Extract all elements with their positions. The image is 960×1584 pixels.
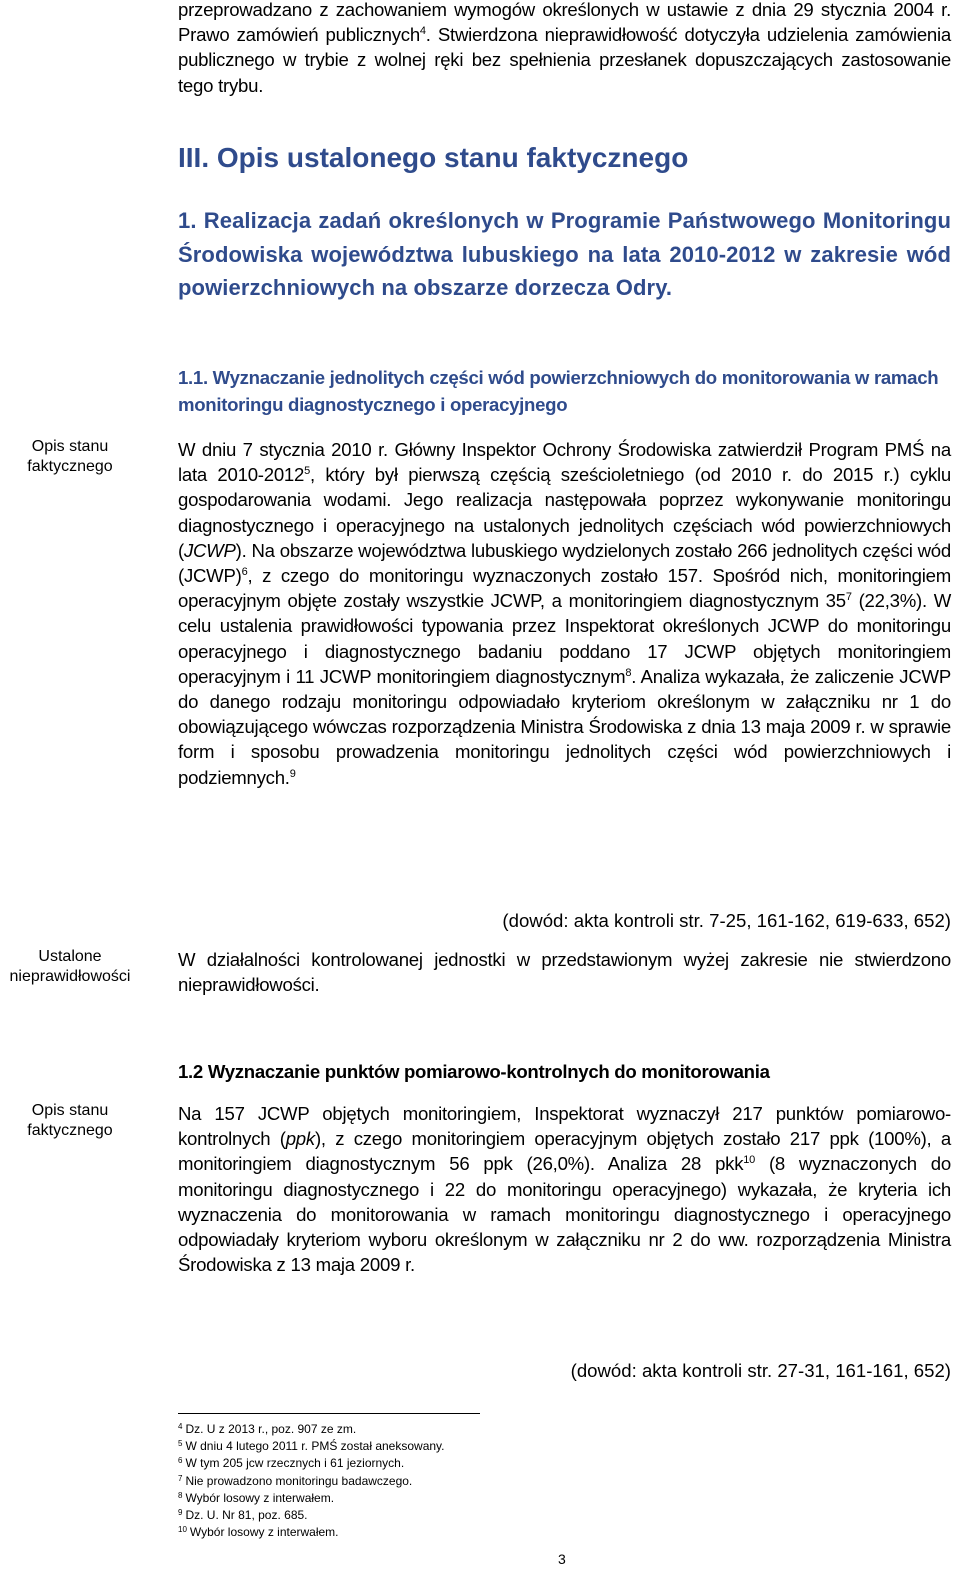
margin-note-line: Ustalone — [38, 948, 102, 965]
footnote-number: 8 — [178, 1490, 183, 1500]
footnote-ref: 6 — [241, 566, 248, 579]
footnote-number: 10 — [178, 1525, 187, 1535]
evidence-1-2-block — [178, 1358, 951, 1383]
footnote — [178, 1421, 678, 1438]
heading-1-block — [178, 204, 951, 305]
footnote — [178, 1524, 678, 1541]
footnotes — [178, 1421, 678, 1541]
footnote-number: 5 — [178, 1439, 183, 1449]
footnote — [178, 1490, 678, 1507]
subheading-1-2-block — [178, 1058, 951, 1085]
subheading-1-1-block — [178, 364, 951, 418]
paragraph-text: , który był pierwszą częścią sześcioletniego (od 2010 r. do 2015 r.) cyklu gospodarowania wodami. Jego realizacja następowała poprzez wykonywanie monitoringu diagnostycznego i operacyjnego na ustalonych jednolitych częściach wód powierzchniowych ( — [178, 464, 951, 561]
paragraph-1-2 — [178, 1101, 951, 1277]
footnote-number: 9 — [178, 1508, 183, 1518]
footnote-text: W dniu 4 lutego 2011 r. PMŚ został aneksowany. — [185, 1439, 445, 1454]
footnote-number: 7 — [178, 1473, 183, 1483]
margin-note-line: nieprawidłowości — [9, 968, 131, 985]
footnote — [178, 1438, 678, 1455]
paragraph-text: . Analiza wykazała, że zaliczenie JCWP do danego rodzaju monitoringu odpowiadało kryteriom określonym w załączniku nr 1 do obowiązującego wówczas rozporządzenia Ministra Środowiska z dnia 13 maja 2009 r. w sprawie form i sposobu prowadzenia monitoringu jednolitych części wód powierzchniowych i podziemnych. — [178, 665, 951, 788]
footnote-ref: 10 — [743, 1154, 755, 1167]
section-title: III. Opis ustalonego stanu faktycznego — [178, 142, 689, 173]
footnote-text: Nie prowadzono monitoringu badawczego. — [185, 1473, 413, 1488]
margin-note-line: Opis stanu — [31, 1102, 109, 1119]
footnote-number: 6 — [178, 1456, 183, 1466]
section-title-block — [178, 141, 951, 175]
footnote-text: Wybór losowy z interwałem. — [185, 1490, 335, 1505]
paragraph-text: (22,3%). W celu ustalenia prawidłowości typowania przez Inspektorat określonych JCWP do monitoringu operacyjnego i diagnostycznego badaniu poddano 17 JCWP objętych monitoringiem operacyjnym i 11 JCWP monitoringiem diagnostycznym — [178, 590, 952, 687]
intro-text: przeprowadzano z zachowaniem wymogów określonych w ustawie z dnia 29 stycznia 2004 r. Prawo zamówień publicznych — [178, 0, 951, 46]
paragraph-text: (8 wyznaczonych do monitoringu diagnostycznego i 22 do monitoringu operacyjnego) wykazała, że kryteria ich wyznaczenia do monitorowania w ramach monitoringu diagnostycznego i operacyjnego odpowiadały kryteriom wyboru określonym w załączniku nr 2 do ww. rozporządzenia Ministra Środowiska z 13 maja 2009 r. — [178, 1153, 951, 1276]
footnote-text: Wybór losowy z interwałem. — [189, 1525, 339, 1540]
finding-text: W działalności kontrolowanej jednostki w przedstawionym wyżej zakresie nie stwierdzono nieprawidłowości. — [178, 949, 951, 996]
footnote-number: 4 — [178, 1422, 183, 1431]
margin-note-facts — [0, 437, 140, 477]
footnote-ref: 9 — [289, 767, 296, 780]
abbreviation: ppk — [285, 1128, 315, 1150]
paragraph-text: Na 157 JCWP objętych monitoringiem, Inspektorat wyznaczył 217 punktów pomiarowo-kontrolnych ( — [178, 1103, 951, 1150]
finding-block — [178, 947, 951, 997]
margin-note-facts-2 — [0, 1101, 140, 1141]
footnote-ref: 8 — [625, 666, 632, 679]
evidence-note: (dowód: akta kontroli str. 27-31, 161-161, 652) — [570, 1360, 951, 1381]
footnote — [178, 1473, 678, 1490]
evidence-note: (dowód: akta kontroli str. 7-25, 161-162, 619-633, 652) — [502, 910, 951, 931]
page-number: 3 — [558, 1551, 566, 1567]
footnote-ref: 7 — [845, 591, 852, 604]
margin-note-line: Opis stanu — [31, 438, 109, 455]
paragraph-text: ), z czego monitoringiem operacyjnym objętych zostało 217 ppk (100%), a monitoringiem diagnostycznym 56 ppk (26,0%). Analiza 28 pkk — [178, 1128, 951, 1175]
subheading-1-2: 1.2 Wyznaczanie punktów pomiarowo-kontrolnych do monitorowania — [178, 1061, 770, 1082]
footnote-ref: 4 — [419, 25, 426, 38]
footnote-ref: 5 — [304, 465, 310, 478]
intro-text: . Stwierdzona nieprawidłowość dotyczyła udzielenia zamówienia publicznego w trybie z wolnej ręki bez spełnienia przesłanek dopuszczających zastosowanie tego trybu. — [178, 24, 951, 96]
margin-note-line: faktycznego — [27, 1122, 113, 1139]
margin-note-irregularities — [0, 947, 140, 987]
heading-1: 1. Realizacja zadań określonych w Programie Państwowego Monitoringu Środowiska województwa lubuskiego na lata 2010-2012 w zakresie wód powierzchniowych na obszarze dorzecza Odry. — [178, 208, 951, 300]
footnote-separator — [178, 1413, 480, 1414]
footnote — [178, 1455, 678, 1472]
margin-note-line: faktycznego — [27, 458, 113, 475]
paragraph-text: W dniu 7 stycznia 2010 r. Główny Inspektor Ochrony Środowiska zatwierdził Program PMŚ na lata 2010-2012 — [178, 439, 951, 486]
footnote-text: Dz. U z 2013 r., poz. 907 ze zm. — [185, 1422, 357, 1436]
paragraph-text: ). Na obszarze województwa lubuskiego wydzielonych zostało 266 jednolitych części wód (JCWP) — [178, 539, 951, 587]
abbreviation: JCWP — [183, 539, 236, 561]
footnote — [178, 1507, 678, 1524]
paragraph-1-1 — [178, 437, 951, 790]
footnote-text: Dz. U. Nr 81, poz. 685. — [185, 1508, 308, 1523]
paragraph-text: , z czego do monitoringu wyznaczonych zostało 157. Spośród nich, monitoringiem operacyjnym objęte zostały wszystkie JCWP, a monitoringiem diagnostycznym 35 — [178, 565, 951, 612]
intro-paragraph — [178, 0, 951, 98]
footnote-text: W tym 205 jcw rzecznych i 61 jeziornych. — [185, 1456, 405, 1471]
subheading-1-1: 1.1. Wyznaczanie jednolitych części wód powierzchniowych do monitorowania w ramach monitoringu diagnostycznego i operacyjnego — [178, 367, 939, 415]
evidence-1-1-block — [178, 908, 951, 933]
